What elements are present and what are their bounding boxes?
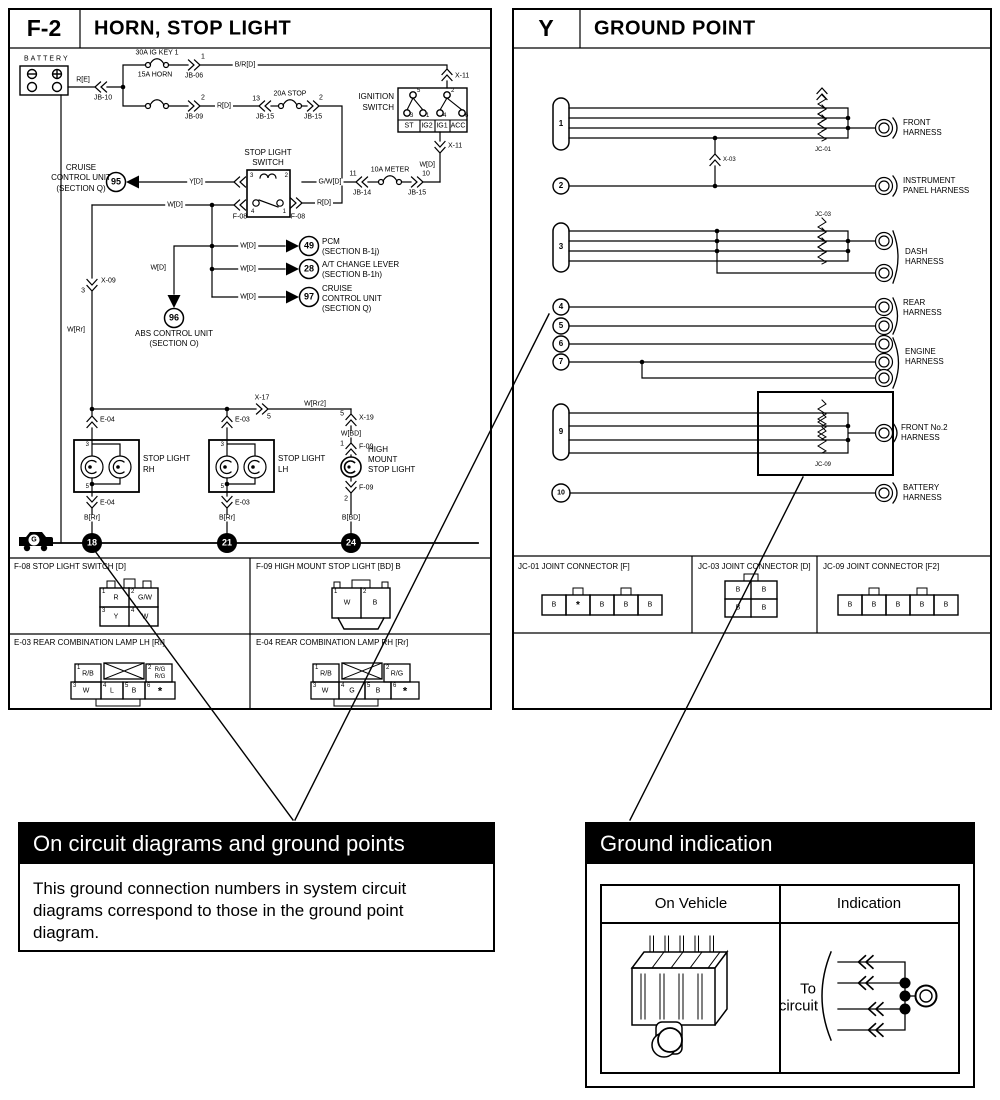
lh-terminal-5: 5 bbox=[220, 484, 224, 490]
switch-terminal-4: 4 bbox=[251, 209, 255, 215]
connector-label-e03-bottom: E-03 bbox=[235, 499, 250, 507]
stop-light-switch-label-2: SWITCH bbox=[252, 158, 284, 167]
rh-terminal-5: 5 bbox=[85, 484, 89, 490]
ground-point-1-number: 1 bbox=[558, 119, 564, 128]
e03-pin-3: W bbox=[82, 687, 90, 695]
jc03-ref-label: JC-03 bbox=[814, 212, 832, 218]
connector-label-f09-bottom: F-09 bbox=[359, 484, 374, 492]
front-harness-label-2: HARNESS bbox=[903, 128, 942, 137]
fuse-label-ig-key: 30A IG KEY 1 bbox=[135, 49, 179, 57]
ignition-cell-acc: ACC bbox=[450, 122, 466, 130]
f08-pin-3: Y bbox=[113, 613, 119, 621]
f09-pin-num-2: 2 bbox=[363, 589, 367, 595]
table-header-on-vehicle: On Vehicle bbox=[654, 895, 728, 912]
e04-pin-4: G bbox=[349, 687, 355, 695]
battery-symbol bbox=[20, 66, 68, 95]
jc01-pin-3: B bbox=[599, 601, 605, 609]
engine-harness-label-1: ENGINE bbox=[905, 347, 936, 356]
at-change-lever-label-1: A/T CHANGE LEVER bbox=[322, 260, 400, 269]
callout-body-line-2: diagrams correspond to those in the ground point bbox=[33, 901, 404, 920]
battery-harness-eyelet bbox=[876, 485, 893, 502]
jc09-ref-label: JC-09 bbox=[814, 462, 832, 468]
ground-indication-table bbox=[600, 884, 960, 1074]
e04-pin-3: W bbox=[321, 687, 329, 695]
high-mount-stop-light-lamp bbox=[341, 457, 361, 477]
cruise-unit-label-2: CONTROL UNIT bbox=[51, 173, 111, 182]
wire-label-wd-b2: W[D] bbox=[240, 265, 256, 273]
to-circuit-label-2: circuit bbox=[778, 997, 818, 1015]
connector-label-x19: X-19 bbox=[359, 414, 374, 422]
ignition-terminal-2: 2 bbox=[451, 88, 455, 94]
jc01-pin-2: * bbox=[576, 600, 580, 611]
jc01-detail-title: JC-01 JOINT CONNECTOR [F] bbox=[518, 562, 630, 571]
pin-label-jb14: 11 bbox=[349, 170, 357, 178]
f08-pin-4: W bbox=[141, 613, 149, 621]
to-circuit-label-1: To bbox=[800, 980, 816, 998]
pin-label-jb15a: 13 bbox=[252, 95, 260, 103]
jc01-pin-1: B bbox=[551, 601, 557, 609]
stop-light-lh-label-2: LH bbox=[278, 465, 289, 474]
ignition-terminal-5: 5 bbox=[417, 88, 421, 94]
left-panel-code: F-2 bbox=[26, 15, 62, 41]
pin-label-f09-top: 1 bbox=[340, 440, 344, 448]
e03-detail-title: E-03 REAR COMBINATION LAMP LH [Rr] bbox=[14, 638, 165, 647]
wire-label-rd2: R[D] bbox=[317, 199, 331, 207]
battery-label: BATTERY bbox=[24, 55, 70, 63]
e03-pin-1: R/B bbox=[82, 670, 94, 678]
switch-terminal-3: 3 bbox=[250, 173, 254, 179]
circuit-ref-95: 95 bbox=[110, 176, 122, 187]
f08-connector-drawing bbox=[100, 579, 158, 626]
dash-harness-label-1: DASH bbox=[905, 247, 928, 256]
table-header-indication: Indication bbox=[836, 895, 902, 912]
cruise-control-95 bbox=[107, 173, 246, 192]
f09-connector-drawing bbox=[332, 580, 390, 629]
jc03-pin-2: B bbox=[761, 586, 767, 594]
high-mount-wiring bbox=[346, 477, 356, 533]
f09-detail-title: F-09 HIGH MOUNT STOP LIGHT [BD] B bbox=[256, 562, 401, 571]
pin-label-jb15b: 2 bbox=[319, 94, 323, 102]
ground-point-6-number: 6 bbox=[558, 339, 564, 348]
rear-harness-eyelet-2 bbox=[876, 318, 893, 335]
f08-pin-num-3: 3 bbox=[102, 608, 106, 614]
engine-harness-eyelet-3 bbox=[876, 370, 893, 387]
f09-pin-num-1: 1 bbox=[334, 589, 338, 595]
front-harness-eyelet bbox=[876, 120, 893, 137]
ground-point-10 bbox=[552, 483, 897, 503]
ignition-switch-label-2: SWITCH bbox=[362, 103, 394, 112]
ground-symbol-g: G bbox=[31, 536, 37, 544]
circuit-ref-96: 96 bbox=[168, 312, 180, 323]
ignition-terminal-6: 6 bbox=[465, 113, 469, 119]
connector-label-jb15c: JB-15 bbox=[407, 189, 427, 197]
callout-ground-indication-title: Ground indication bbox=[587, 824, 973, 864]
rh-terminal-3: 3 bbox=[85, 442, 89, 448]
e03-pin-num-2: 2 bbox=[148, 665, 152, 671]
connector-label-jb15a: JB-15 bbox=[255, 113, 275, 121]
ip-harness-label-2: PANEL HARNESS bbox=[903, 186, 970, 195]
ground-point-2-number: 2 bbox=[558, 181, 564, 190]
wire-label-brr2: B[Rr] bbox=[219, 514, 235, 522]
ground-point-2 bbox=[553, 136, 897, 196]
x03-ref-label: X-03 bbox=[723, 157, 736, 163]
f08-detail-title: F-08 STOP LIGHT SWITCH [D] bbox=[14, 562, 127, 571]
circuit-ref-97: 97 bbox=[303, 291, 315, 302]
cruise-unit-label-3: (SECTION Q) bbox=[56, 184, 106, 193]
e03-pin-num-1: 1 bbox=[77, 665, 81, 671]
dash-harness-label-2: HARNESS bbox=[905, 257, 944, 266]
f08-pin-1: R bbox=[113, 594, 119, 602]
pin-label-f09-bottom: 2 bbox=[344, 495, 348, 503]
ground-points-4-5 bbox=[553, 298, 898, 335]
ignition-switch-label-1: IGNITION bbox=[358, 92, 394, 101]
connector-label-jb10: JB-10 bbox=[93, 94, 113, 102]
instrument-panel-harness-eyelet bbox=[876, 178, 893, 195]
e04-pin-6: * bbox=[402, 685, 408, 698]
wire-label-wd-b3: W[D] bbox=[240, 293, 256, 301]
high-mount-label-2: MOUNT bbox=[368, 455, 398, 464]
f09-pin-1: W bbox=[343, 599, 351, 607]
e04-pin-num-1: 1 bbox=[315, 665, 319, 671]
e04-pin-num-3: 3 bbox=[313, 683, 317, 689]
connector-label-x11-bottom: X-11 bbox=[448, 142, 463, 150]
jc09-pin-5: B bbox=[943, 601, 949, 609]
pin-label-jb15c: 10 bbox=[422, 170, 430, 178]
ground-point-4-number: 4 bbox=[558, 302, 564, 311]
jc09-pin-4: B bbox=[919, 601, 925, 609]
switch-terminal-1: 1 bbox=[282, 209, 286, 215]
ignition-cell-ig2: IG2 bbox=[421, 122, 433, 130]
jc09-pin-1: B bbox=[847, 601, 853, 609]
at-change-lever-label-2: (SECTION B-1h) bbox=[322, 270, 383, 279]
rear-harness-eyelet-1 bbox=[876, 299, 893, 316]
high-mount-label-3: STOP LIGHT bbox=[368, 465, 416, 474]
wire-label-wrr2: W[Rr2] bbox=[304, 400, 326, 408]
front-harness-label-1: FRONT bbox=[903, 118, 931, 127]
jc03-pin-1: B bbox=[735, 586, 741, 594]
connector-label-e04-top: E-04 bbox=[100, 416, 115, 424]
battery-harness-label-1: BATTERY bbox=[903, 483, 940, 492]
jc09-pin-3: B bbox=[895, 601, 901, 609]
ip-harness-label-1: INSTRUMENT bbox=[903, 176, 956, 185]
right-panel-code: Y bbox=[538, 15, 554, 41]
pin-label-x19: 5 bbox=[340, 410, 344, 418]
wd-branch-wiring bbox=[87, 200, 319, 409]
stop-light-rh-label-1: STOP LIGHT bbox=[143, 454, 191, 463]
pcm-label-2: (SECTION B-1j) bbox=[322, 247, 380, 256]
front-no2-harness-label-1: FRONT No.2 bbox=[901, 423, 948, 432]
high-mount-label-1: HIGH bbox=[368, 445, 388, 454]
f08-pin-num-1: 1 bbox=[102, 589, 106, 595]
ground-point-3 bbox=[553, 218, 898, 283]
e03-pin-num-3: 3 bbox=[73, 683, 77, 689]
wire-label-gwd: G/W[D] bbox=[318, 178, 342, 186]
wire-label-yd: Y[D] bbox=[189, 178, 203, 186]
wire-label-wd-main: W[D] bbox=[167, 201, 183, 209]
callout-body-line-3: diagram. bbox=[33, 923, 100, 942]
connector-label-x17: X-17 bbox=[254, 394, 270, 402]
callout-leader-lines bbox=[95, 314, 803, 820]
connector-label-x09: X-09 bbox=[101, 277, 116, 285]
pin-label-x17: 5 bbox=[267, 413, 271, 421]
connector-label-x11-top: X-11 bbox=[455, 72, 470, 80]
wire-label-re: R[E] bbox=[76, 76, 90, 84]
e04-pin-5: B bbox=[375, 687, 381, 695]
e03-pin-4: L bbox=[110, 687, 114, 695]
e03-pin-2a: R/G bbox=[154, 667, 166, 673]
dash-harness-eyelet-2 bbox=[876, 265, 893, 282]
e04-pin-num-6: 6 bbox=[393, 683, 397, 689]
ground-point-10-number: 10 bbox=[557, 489, 565, 497]
wire-label-brr1: B[Rr] bbox=[84, 514, 100, 522]
ignition-terminal-4: 4 bbox=[443, 113, 447, 119]
callout-body-line-1: This ground connection numbers in system circuit bbox=[33, 879, 407, 898]
connector-label-jb09: JB-09 bbox=[184, 113, 204, 121]
wire-label-bbd: B[BD] bbox=[341, 514, 361, 522]
fuse-label-meter: 10A METER bbox=[370, 166, 410, 174]
rear-harness-label-1: REAR bbox=[903, 298, 926, 307]
ground-number-21: 21 bbox=[221, 537, 233, 548]
cruise2-label-1: CRUISE bbox=[322, 284, 353, 293]
e04-pin-1: R/B bbox=[320, 670, 332, 678]
f08-pin-num-2: 2 bbox=[131, 589, 135, 595]
connector-label-e03-top: E-03 bbox=[235, 416, 250, 424]
stop-light-switch-label-1: STOP LIGHT bbox=[244, 148, 292, 157]
lamp-feed-wiring bbox=[90, 404, 356, 457]
left-panel-title: HORN, STOP LIGHT bbox=[94, 17, 292, 40]
ignition-terminal-1: 1 bbox=[426, 113, 430, 119]
table-column-divider bbox=[779, 886, 781, 1072]
ground-point-9 bbox=[553, 392, 897, 475]
battery-feed-wiring bbox=[65, 59, 455, 208]
ground-points-6-7 bbox=[553, 336, 899, 389]
e04-pin-2: R/G bbox=[390, 670, 404, 678]
jc03-detail-title: JC-03 JOINT CONNECTOR [D] bbox=[698, 562, 811, 571]
cruise-unit-label-1: CRUISE bbox=[65, 163, 97, 172]
callout-circuit-diagrams-title: On circuit diagrams and ground points bbox=[20, 824, 493, 864]
e04-connector-drawing bbox=[311, 663, 419, 706]
left-panel-frame bbox=[9, 9, 491, 709]
ground-number-18: 18 bbox=[86, 537, 98, 548]
pin-label-jb09: 2 bbox=[201, 94, 205, 102]
pcm-label-1: PCM bbox=[322, 237, 340, 246]
stop-light-lh-label-1: STOP LIGHT bbox=[278, 454, 326, 463]
e04-pin-num-4: 4 bbox=[341, 683, 345, 689]
circuit-ref-28: 28 bbox=[303, 263, 315, 274]
connector-label-f08-left: F-08 bbox=[232, 213, 248, 221]
fuse-label-stop: 20A STOP bbox=[273, 90, 307, 98]
jc03-pin-4: B bbox=[761, 604, 767, 612]
fuse-label-horn: 15A HORN bbox=[137, 71, 173, 79]
right-panel-title: GROUND POINT bbox=[594, 17, 756, 40]
jc03-pin-3: B bbox=[735, 604, 741, 612]
ground-point-1 bbox=[553, 88, 897, 150]
connector-label-f09-top: F-09 bbox=[359, 443, 374, 451]
ground-point-5-number: 5 bbox=[558, 321, 564, 330]
circuit-ref-49: 49 bbox=[303, 240, 315, 251]
wire-label-wd-abs: W[D] bbox=[150, 264, 166, 272]
abs-unit-label-2: (SECTION O) bbox=[149, 339, 199, 348]
rear-harness-label-2: HARNESS bbox=[903, 308, 942, 317]
e03-pin-num-5: 5 bbox=[125, 683, 129, 689]
cruise2-label-2: CONTROL UNIT bbox=[322, 294, 382, 303]
front-no2-harness-eyelet bbox=[876, 425, 893, 442]
engine-harness-eyelet-2 bbox=[876, 354, 893, 371]
e04-pin-num-5: 5 bbox=[367, 683, 371, 689]
ignition-terminal-3: 3 bbox=[410, 113, 414, 119]
jc09-pin-2: B bbox=[871, 601, 877, 609]
engine-harness-label-2: HARNESS bbox=[905, 357, 944, 366]
ignition-cell-st: ST bbox=[404, 122, 414, 130]
jc01-ref-label: JC-01 bbox=[814, 147, 832, 153]
jc01-pin-5: B bbox=[647, 601, 653, 609]
ground-point-7-number: 7 bbox=[558, 357, 564, 366]
dash-harness-eyelet-1 bbox=[876, 233, 893, 250]
e03-pin-6: * bbox=[157, 685, 163, 698]
wire-label-wbd: W[BD] bbox=[340, 430, 362, 438]
engine-harness-eyelet-1 bbox=[876, 336, 893, 353]
f08-pin-2: G/W bbox=[138, 594, 152, 602]
connector-label-jb06: JB-06 bbox=[184, 72, 204, 80]
connector-label-e04-bottom: E-04 bbox=[100, 499, 115, 507]
pin-label-jb06: 1 bbox=[201, 53, 205, 61]
e04-detail-title: E-04 REAR COMBINATION LAMP RH [Rr] bbox=[256, 638, 409, 647]
battery-harness-label-2: HARNESS bbox=[903, 493, 942, 502]
switch-terminal-2: 2 bbox=[284, 173, 288, 179]
e03-pin-num-4: 4 bbox=[103, 683, 107, 689]
e04-pin-num-2: 2 bbox=[386, 665, 390, 671]
front-no2-harness-label-2: HARNESS bbox=[901, 433, 940, 442]
lh-terminal-3: 3 bbox=[220, 442, 224, 448]
e03-pin-5: B bbox=[131, 687, 137, 695]
stop-light-rh-label-2: RH bbox=[143, 465, 155, 474]
wire-label-rd1: R[D] bbox=[217, 102, 231, 110]
ground-point-9-number: 9 bbox=[558, 427, 564, 436]
jc01-pin-4: B bbox=[623, 601, 629, 609]
pin-label-x09: 3 bbox=[81, 287, 85, 295]
connector-label-jb15b: JB-15 bbox=[303, 113, 323, 121]
wire-label-brd: B/R[D] bbox=[234, 61, 256, 69]
connector-label-jb14: JB-14 bbox=[352, 189, 372, 197]
e03-pin-num-6: 6 bbox=[147, 683, 151, 689]
wire-label-wd-b1: W[D] bbox=[240, 242, 256, 250]
wire-label-wrr: W[Rr] bbox=[67, 326, 85, 334]
abs-unit-label-1: ABS CONTROL UNIT bbox=[135, 329, 213, 338]
ground-point-3-number: 3 bbox=[558, 242, 564, 251]
f08-pin-num-4: 4 bbox=[131, 608, 135, 614]
ignition-cell-ig1: IG1 bbox=[436, 122, 448, 130]
e03-pin-2b: R/G bbox=[154, 674, 166, 680]
f09-pin-2: B bbox=[372, 599, 378, 607]
jc09-detail-title: JC-09 JOINT CONNECTOR [F2] bbox=[823, 562, 940, 571]
ground-number-24: 24 bbox=[345, 537, 357, 548]
cruise2-label-3: (SECTION Q) bbox=[322, 304, 372, 313]
wire-label-wd-ignition: W[D] bbox=[419, 161, 435, 169]
connector-label-f08-right: F-08 bbox=[290, 213, 306, 221]
